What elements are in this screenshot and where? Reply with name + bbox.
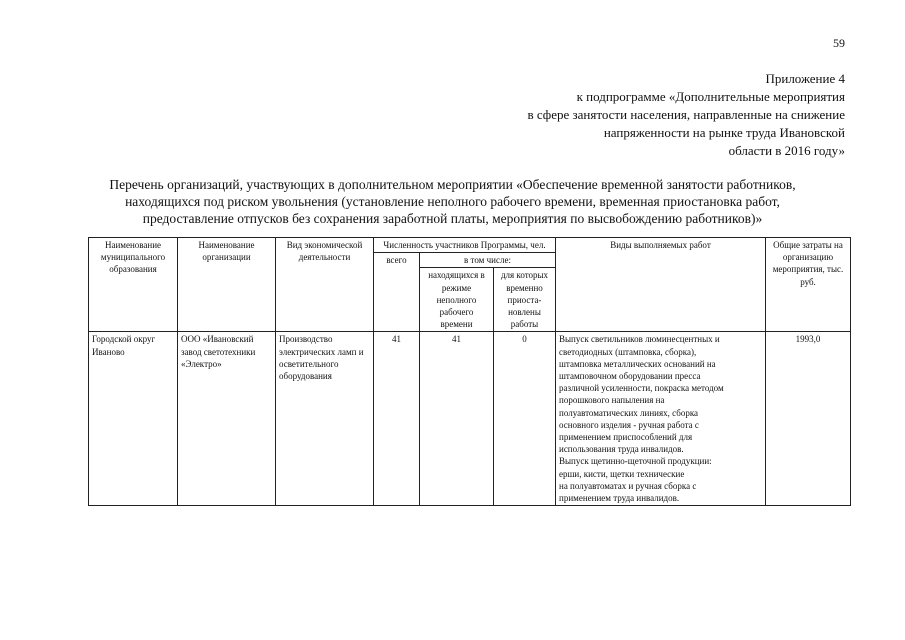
works-line: штамповка металлических оснований на (559, 358, 716, 369)
table-row (89, 332, 851, 506)
title-line: предоставление отпусков без сохранения заработной платы, мероприятия по высвобождению работников)» (142, 211, 763, 226)
title-line: находящихся под риском увольнения (установление неполного рабочего времени, временная приостановка работ, (125, 194, 780, 209)
cell-total: 41 (374, 332, 420, 506)
works-line: применением труда инвалидов. (559, 493, 680, 504)
cell-organization: ООО «Ивановский завод светотехники «Электро» (178, 332, 276, 506)
document-title (40, 176, 865, 227)
header-costs: Общие затраты на организацию мероприятия, тыс. руб. (766, 238, 851, 332)
header-activity: Вид экономической деятельности (276, 238, 374, 332)
works-line: штамповочном оборудовании пресса (559, 371, 701, 382)
appendix-line: напряженности на рынке труда Ивановской (603, 125, 845, 140)
works-line: Выпуск светильников люминесцентных и (559, 334, 720, 345)
works-line: основного изделия - ручная работа с (559, 419, 699, 430)
header-participants: Численность участников Программы, чел. (374, 238, 556, 253)
header-part-time: находящихся в режиме неполного рабочего времени (420, 268, 494, 332)
works-line: порошкового напыления на (559, 395, 665, 406)
appendix-note (425, 70, 845, 160)
page-number: 59 (833, 36, 845, 50)
works-line: ерши, кисти, щетки технические (559, 468, 685, 479)
organizations-table (88, 237, 851, 506)
header-suspended: для которых временно приоста-новлены работы (494, 268, 556, 332)
works-line: Выпуск щетинно-щеточной продукции: (559, 456, 712, 467)
appendix-line: Приложение 4 (765, 71, 845, 86)
cell-works (556, 332, 766, 506)
title-line: Перечень организаций, участвующих в дополнительном мероприятии «Обеспечение временной занятости работников, (109, 177, 796, 192)
works-line: использования труда инвалидов. (559, 444, 684, 455)
cell-municipality: Городской округ Иваново (89, 332, 178, 506)
works-line: полуавтоматических линиях, сборка (559, 407, 699, 418)
works-line: светодиодных (штамповка, сборка), (559, 346, 697, 357)
works-line: применением приспособлений для (559, 432, 693, 443)
header-organization: Наименование организации (178, 238, 276, 332)
cell-activity: Производство электрических ламп и осветительного оборудования (276, 332, 374, 506)
header-including: в том числе: (420, 253, 556, 268)
header-municipality: Наименование муниципального образования (89, 238, 178, 332)
appendix-line: в сфере занятости населения, направленные на снижение (527, 107, 845, 122)
header-total: всего (374, 253, 420, 332)
header-works: Виды выполняемых работ (556, 238, 766, 332)
works-line: различной усиленности, покраска методом (559, 383, 724, 394)
works-line: на полуавтоматах и ручная сборка с (559, 480, 697, 491)
appendix-line: области в 2016 году» (728, 143, 845, 158)
cell-part-time: 41 (420, 332, 494, 506)
cell-suspended: 0 (494, 332, 556, 506)
appendix-line: к подпрограмме «Дополнительные мероприятия (576, 89, 845, 104)
cell-costs: 1993,0 (766, 332, 851, 506)
